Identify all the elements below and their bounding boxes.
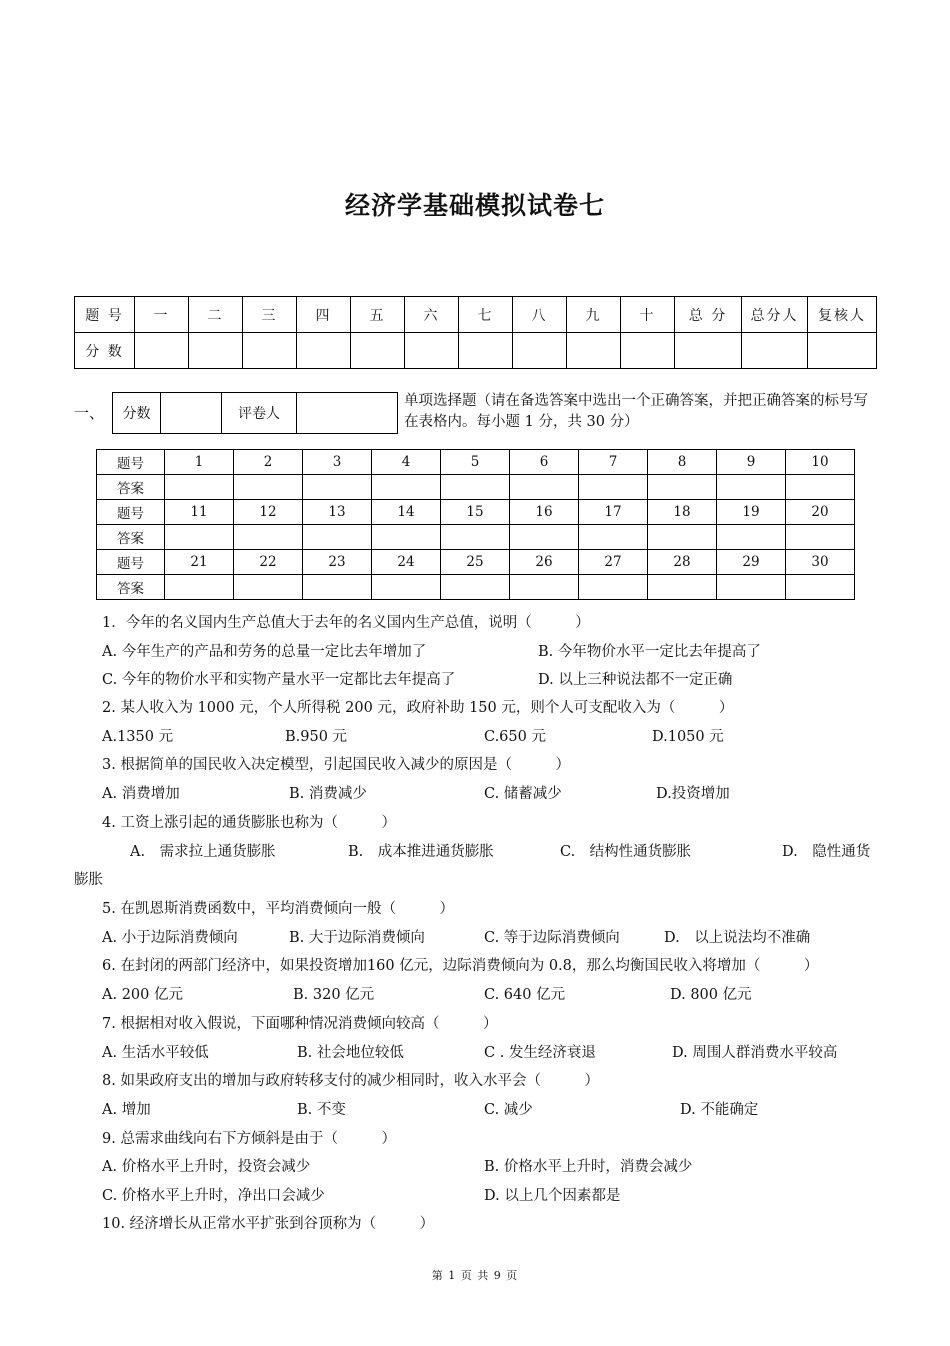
answer-cell[interactable] bbox=[165, 525, 234, 550]
score-cell[interactable] bbox=[135, 333, 189, 369]
answer-cell[interactable] bbox=[786, 525, 855, 550]
qnum-cell: 22 bbox=[234, 550, 303, 575]
qnum-cell: 5 bbox=[441, 450, 510, 475]
q4-option-d-continued: 膨胀 bbox=[74, 872, 103, 888]
q9-option-c: C. 价格水平上升时，净出口会减少 bbox=[102, 1188, 325, 1204]
qnum-cell: 14 bbox=[372, 500, 441, 525]
section-score-cell[interactable] bbox=[161, 393, 222, 434]
q2-option-d: D.1050 元 bbox=[652, 729, 724, 745]
score-header-row bbox=[75, 297, 877, 333]
q7-option-d: D. 周围人群消费水平较高 bbox=[672, 1045, 838, 1061]
qnum-cell: 8 bbox=[648, 450, 717, 475]
q9-option-b: B. 价格水平上升时，消费会减少 bbox=[484, 1159, 693, 1175]
qnum-cell: 9 bbox=[717, 450, 786, 475]
q6-option-b: B. 320 亿元 bbox=[293, 987, 375, 1003]
qnum-cell: 17 bbox=[579, 500, 648, 525]
answer-cell[interactable] bbox=[303, 575, 372, 600]
answer-label: 答案 bbox=[97, 575, 165, 600]
q5-option-d: D. 以上说法均不准确 bbox=[664, 930, 811, 946]
score-cell[interactable] bbox=[243, 333, 297, 369]
section-grader-cell[interactable] bbox=[297, 393, 398, 434]
q2-option-b: B.950 元 bbox=[285, 729, 348, 745]
question-7: 7. 根据相对收入假说，下面哪种情况消费倾向较高（ ） bbox=[102, 1016, 498, 1032]
qnum-cell: 18 bbox=[648, 500, 717, 525]
answer-cell[interactable] bbox=[786, 575, 855, 600]
q6-option-c: C. 640 亿元 bbox=[484, 987, 566, 1003]
qnum-cell: 21 bbox=[165, 550, 234, 575]
score-cell[interactable] bbox=[621, 333, 675, 369]
q4-option-a: A. 需求拉上通货膨胀 bbox=[130, 844, 276, 860]
answer-label: 答案 bbox=[97, 525, 165, 550]
qnum-cell: 26 bbox=[510, 550, 579, 575]
qnum-cell: 29 bbox=[717, 550, 786, 575]
answer-cell[interactable] bbox=[303, 475, 372, 500]
answer-cell[interactable] bbox=[165, 575, 234, 600]
score-cell[interactable] bbox=[459, 333, 513, 369]
answer-cell[interactable] bbox=[234, 575, 303, 600]
answer-row bbox=[97, 475, 855, 500]
qnum-label: 题号 bbox=[97, 450, 165, 475]
section-grader-table bbox=[112, 392, 398, 434]
qnum-cell: 4 bbox=[372, 450, 441, 475]
answer-cell[interactable] bbox=[165, 475, 234, 500]
score-header-cell: 八 bbox=[513, 297, 567, 333]
score-value-row bbox=[75, 333, 877, 369]
q7-option-c: C . 发生经济衰退 bbox=[484, 1045, 596, 1061]
qnum-cell: 20 bbox=[786, 500, 855, 525]
answer-cell[interactable] bbox=[579, 475, 648, 500]
answer-cell[interactable] bbox=[579, 575, 648, 600]
answer-cell[interactable] bbox=[441, 525, 510, 550]
answer-label: 答案 bbox=[97, 475, 165, 500]
answer-cell[interactable] bbox=[234, 525, 303, 550]
answer-cell[interactable] bbox=[717, 525, 786, 550]
score-row-label: 分 数 bbox=[75, 333, 135, 369]
answer-cell[interactable] bbox=[648, 475, 717, 500]
q4-option-d: D. 隐性通货 bbox=[782, 844, 871, 860]
score-header-cell: 六 bbox=[405, 297, 459, 333]
qnum-label: 题号 bbox=[97, 550, 165, 575]
q4-option-c: C. 结构性通货膨胀 bbox=[560, 844, 692, 860]
q2-option-c: C.650 元 bbox=[484, 729, 546, 745]
answer-cell[interactable] bbox=[786, 475, 855, 500]
score-header-cell: 二 bbox=[189, 297, 243, 333]
answer-qnum-row bbox=[97, 500, 855, 525]
section-score-label: 分数 bbox=[113, 393, 161, 434]
answer-cell[interactable] bbox=[372, 525, 441, 550]
answer-cell[interactable] bbox=[372, 575, 441, 600]
q5-option-b: B. 大于边际消费倾向 bbox=[289, 930, 425, 946]
score-cell[interactable] bbox=[513, 333, 567, 369]
score-cell[interactable] bbox=[675, 333, 742, 369]
answer-cell[interactable] bbox=[648, 525, 717, 550]
q7-option-b: B. 社会地位较低 bbox=[297, 1045, 404, 1061]
qnum-label: 题号 bbox=[97, 500, 165, 525]
score-cell[interactable] bbox=[405, 333, 459, 369]
score-header-cell: 四 bbox=[297, 297, 351, 333]
q1-option-c: C. 今年的物价水平和实物产量水平一定都比去年提高了 bbox=[102, 672, 456, 688]
q3-option-a: A. 消费增加 bbox=[102, 786, 180, 802]
question-8: 8. 如果政府支出的增加与政府转移支付的减少相同时，收入水平会（ ） bbox=[102, 1073, 599, 1089]
qnum-cell: 12 bbox=[234, 500, 303, 525]
qnum-cell: 10 bbox=[786, 450, 855, 475]
answer-row bbox=[97, 525, 855, 550]
q3-option-c: C. 储蓄减少 bbox=[484, 786, 562, 802]
qnum-cell: 16 bbox=[510, 500, 579, 525]
score-header-cell: 总 分 bbox=[675, 297, 742, 333]
score-summary-table bbox=[74, 296, 877, 369]
answer-qnum-row bbox=[97, 450, 855, 475]
qnum-cell: 2 bbox=[234, 450, 303, 475]
section-instruction: 单项选择题（请在备选答案中选出一个正确答案，并把正确答案的标号写在表格内。每小题 1 分，共 30 分） bbox=[404, 393, 868, 430]
section-number: 一、 bbox=[74, 404, 105, 422]
qnum-cell: 25 bbox=[441, 550, 510, 575]
q9-option-a: A. 价格水平上升时，投资会减少 bbox=[102, 1159, 311, 1175]
q5-option-c: C. 等于边际消费倾向 bbox=[484, 930, 620, 946]
qnum-cell: 3 bbox=[303, 450, 372, 475]
answer-cell[interactable] bbox=[510, 475, 579, 500]
q8-option-c: C. 减少 bbox=[484, 1102, 533, 1118]
score-cell[interactable] bbox=[742, 333, 808, 369]
score-header-cell: 一 bbox=[135, 297, 189, 333]
question-10: 10. 经济增长从正常水平扩张到谷顶称为（ ） bbox=[102, 1216, 435, 1232]
answer-cell[interactable] bbox=[648, 575, 717, 600]
exam-title: 经济学基础模拟试卷七 bbox=[344, 191, 605, 220]
answer-cell[interactable] bbox=[510, 525, 579, 550]
q1-option-b: B. 今年物价水平一定比去年提高了 bbox=[538, 644, 761, 660]
answer-cell[interactable] bbox=[372, 475, 441, 500]
section-grader-label: 评卷人 bbox=[222, 393, 297, 434]
score-header-cell: 三 bbox=[243, 297, 297, 333]
q6-option-a: A. 200 亿元 bbox=[102, 987, 183, 1003]
question-3: 3. 根据简单的国民收入决定模型，引起国民收入减少的原因是（ ） bbox=[102, 757, 570, 773]
q2-option-a: A.1350 元 bbox=[102, 729, 174, 745]
q8-option-d: D. 不能确定 bbox=[680, 1102, 759, 1118]
qnum-cell: 24 bbox=[372, 550, 441, 575]
q3-option-d: D.投资增加 bbox=[656, 786, 730, 802]
score-cell[interactable] bbox=[189, 333, 243, 369]
answer-cell[interactable] bbox=[303, 525, 372, 550]
answer-cell[interactable] bbox=[441, 575, 510, 600]
qnum-cell: 13 bbox=[303, 500, 372, 525]
question-4: 4. 工资上涨引起的通货膨胀也称为（ ） bbox=[102, 815, 396, 831]
page-footer: 第 1 页 共 9 页 bbox=[431, 1269, 519, 1282]
score-header-cell: 七 bbox=[459, 297, 513, 333]
question-9: 9. 总需求曲线向右下方倾斜是由于（ ） bbox=[102, 1131, 396, 1147]
score-cell[interactable] bbox=[297, 333, 351, 369]
qnum-cell: 23 bbox=[303, 550, 372, 575]
question-2: 2. 某人收入为 1000 元，个人所得税 200 元，政府补助 150 元，则个人可支配收入为（ ） bbox=[102, 700, 734, 716]
q5-option-a: A. 小于边际消费倾向 bbox=[102, 930, 238, 946]
answer-cell[interactable] bbox=[717, 475, 786, 500]
score-cell[interactable] bbox=[808, 333, 877, 369]
q6-option-d: D. 800 亿元 bbox=[670, 987, 752, 1003]
score-header-cell: 复核人 bbox=[808, 297, 877, 333]
answer-cell[interactable] bbox=[510, 575, 579, 600]
qnum-cell: 30 bbox=[786, 550, 855, 575]
question-6: 6. 在封闭的两部门经济中，如果投资增加160 亿元，边际消费倾向为 0.8，那么均衡国民收入将增加（ ） bbox=[102, 958, 819, 974]
qnum-cell: 7 bbox=[579, 450, 648, 475]
q3-option-b: B. 消费减少 bbox=[289, 786, 367, 802]
answer-grid bbox=[96, 449, 855, 600]
answer-row bbox=[97, 575, 855, 600]
q9-option-d: D. 以上几个因素都是 bbox=[484, 1188, 621, 1204]
answer-cell[interactable] bbox=[234, 475, 303, 500]
q4-option-b: B. 成本推进通货膨胀 bbox=[348, 844, 494, 860]
q7-option-a: A. 生活水平较低 bbox=[102, 1045, 209, 1061]
question-5: 5. 在凯恩斯消费函数中，平均消费倾向一般（ ） bbox=[102, 901, 454, 917]
q1-option-d: D. 以上三种说法都不一定正确 bbox=[538, 672, 733, 688]
score-header-cell: 九 bbox=[567, 297, 621, 333]
answer-cell[interactable] bbox=[717, 575, 786, 600]
score-header-cell: 题 号 bbox=[75, 297, 135, 333]
q8-option-a: A. 增加 bbox=[102, 1102, 151, 1118]
qnum-cell: 6 bbox=[510, 450, 579, 475]
answer-cell[interactable] bbox=[579, 525, 648, 550]
answer-qnum-row bbox=[97, 550, 855, 575]
qnum-cell: 27 bbox=[579, 550, 648, 575]
score-cell[interactable] bbox=[567, 333, 621, 369]
score-header-cell: 五 bbox=[351, 297, 405, 333]
qnum-cell: 15 bbox=[441, 500, 510, 525]
qnum-cell: 1 bbox=[165, 450, 234, 475]
answer-cell[interactable] bbox=[441, 475, 510, 500]
question-1: 1．今年的名义国内生产总值大于去年的名义国内生产总值，说明（ ） bbox=[102, 615, 590, 631]
score-header-cell: 总分人 bbox=[742, 297, 808, 333]
q8-option-b: B. 不变 bbox=[297, 1102, 346, 1118]
qnum-cell: 19 bbox=[717, 500, 786, 525]
score-cell[interactable] bbox=[351, 333, 405, 369]
score-header-cell: 十 bbox=[621, 297, 675, 333]
q1-option-a: A. 今年生产的产品和劳务的总量一定比去年增加了 bbox=[102, 644, 427, 660]
qnum-cell: 11 bbox=[165, 500, 234, 525]
qnum-cell: 28 bbox=[648, 550, 717, 575]
